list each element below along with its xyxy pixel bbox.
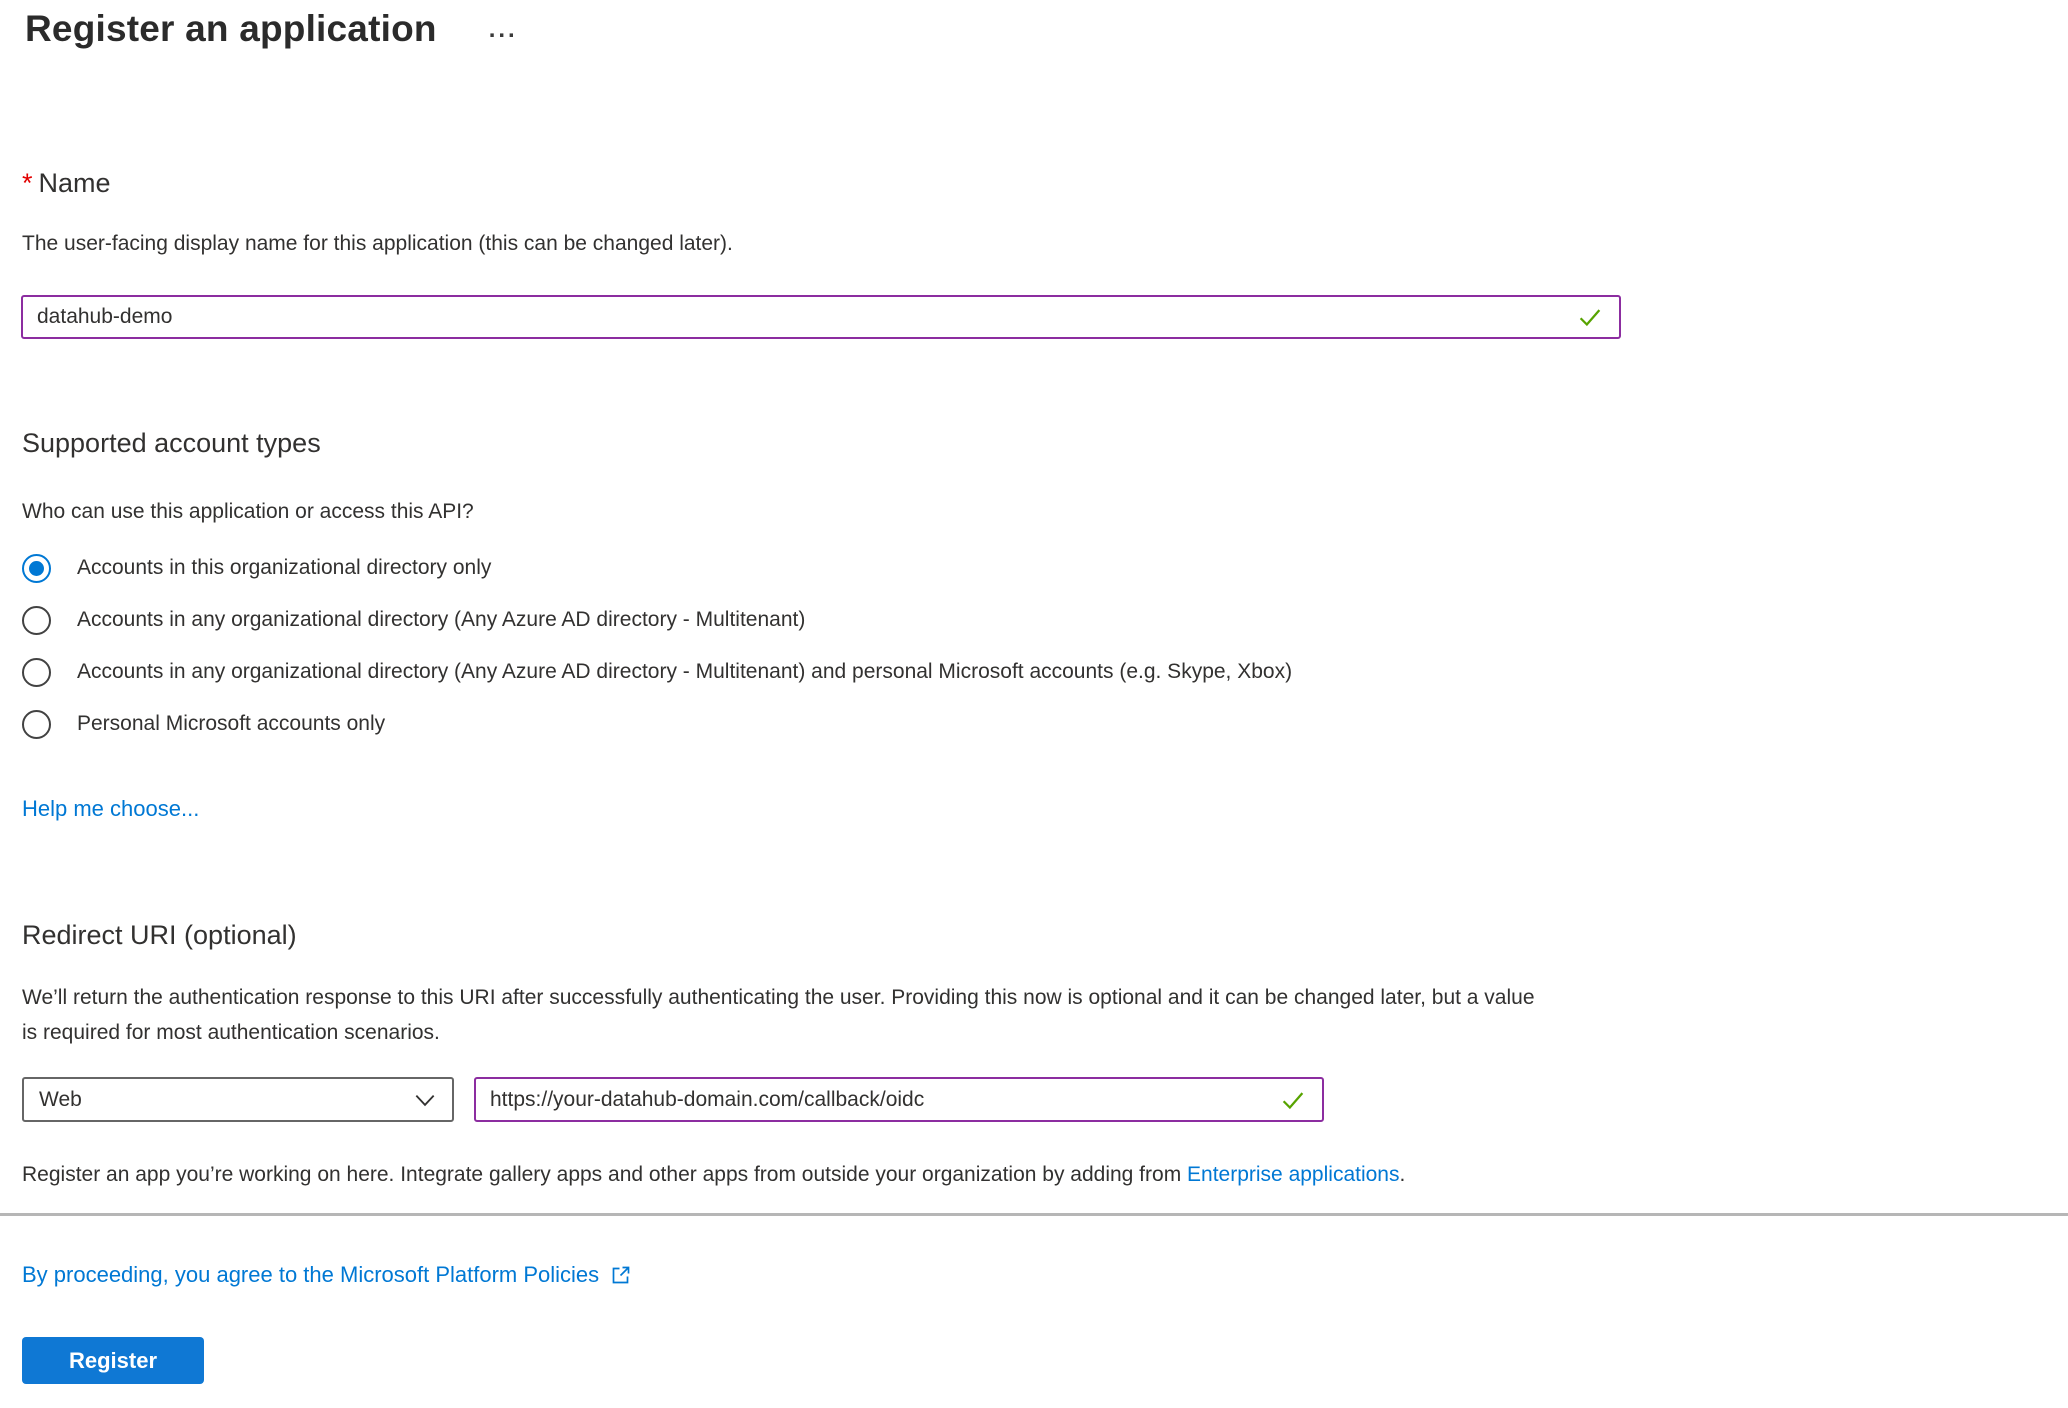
redirect-uri-heading: Redirect URI (optional) xyxy=(22,920,297,950)
account-type-radio[interactable] xyxy=(22,657,1292,687)
name-field-description: The user-facing display name for this application (this can be changed later). xyxy=(22,232,733,255)
redirect-uri-input[interactable] xyxy=(476,1079,1278,1120)
external-link-icon[interactable] xyxy=(609,1263,633,1287)
platform-policies-link[interactable]: By proceeding, you agree to the Microsoft Platform Policies xyxy=(22,1262,600,1287)
sentence-period: . xyxy=(1399,1163,1406,1186)
account-type-radio[interactable] xyxy=(22,553,491,583)
radio-circle-icon xyxy=(22,554,51,583)
radio-dot xyxy=(29,613,44,628)
more-options-ellipsis-icon[interactable]: ... xyxy=(488,16,518,43)
redirect-uri-input-container xyxy=(474,1077,1324,1122)
radio-circle-icon xyxy=(22,606,51,635)
required-asterisk: * xyxy=(22,168,33,198)
radio-dot xyxy=(29,561,44,576)
platform-selected-value: Web xyxy=(39,1087,82,1111)
account-types-question: Who can use this application or access this API? xyxy=(22,500,474,523)
account-type-option-label: Accounts in any organizational directory (Any Azure AD directory - Multitenant) xyxy=(77,608,806,631)
redirect-uri-description: We’ll return the authentication response to this URI after successfully authenticating the user. Providing this now is optional and it can be changed later, but a value is required for most authentication scenarios. xyxy=(22,986,1535,1044)
radio-dot xyxy=(29,717,44,732)
app-name-input-container xyxy=(21,295,1621,339)
policies-row xyxy=(22,1262,633,1288)
valid-checkmark-icon xyxy=(1575,302,1605,332)
name-field-label xyxy=(22,168,111,199)
help-me-choose-link[interactable]: Help me choose... xyxy=(22,796,200,821)
account-type-option-label: Accounts in any organizational directory (Any Azure AD directory - Multitenant) and personal Microsoft accounts (e.g. Skype, Xbox) xyxy=(77,660,1293,683)
account-type-radio[interactable] xyxy=(22,709,385,739)
account-type-option-label: Personal Microsoft accounts only xyxy=(77,712,386,735)
radio-circle-icon xyxy=(22,710,51,739)
valid-checkmark-icon xyxy=(1278,1085,1308,1115)
app-name-input[interactable] xyxy=(23,297,1575,337)
account-type-radio[interactable] xyxy=(22,605,805,635)
chevron-down-icon xyxy=(412,1087,438,1113)
radio-dot xyxy=(29,665,44,680)
page-header xyxy=(25,8,518,50)
enterprise-applications-link[interactable]: Enterprise applications xyxy=(1187,1163,1400,1186)
register-button[interactable]: Register xyxy=(22,1337,204,1384)
account-type-option-label: Accounts in this organizational directory only xyxy=(77,556,492,579)
supported-account-types-heading: Supported account types xyxy=(22,428,321,458)
radio-circle-icon xyxy=(22,658,51,687)
page-title: Register an application xyxy=(25,8,437,49)
footer-divider xyxy=(0,1213,2068,1216)
name-label-text: Name xyxy=(38,168,111,198)
platform-select-dropdown[interactable] xyxy=(22,1077,454,1122)
register-app-note xyxy=(22,1163,1405,1187)
register-app-note-text: Register an app you’re working on here. Integrate gallery apps and other apps from outside your organization by adding from xyxy=(22,1163,1188,1186)
